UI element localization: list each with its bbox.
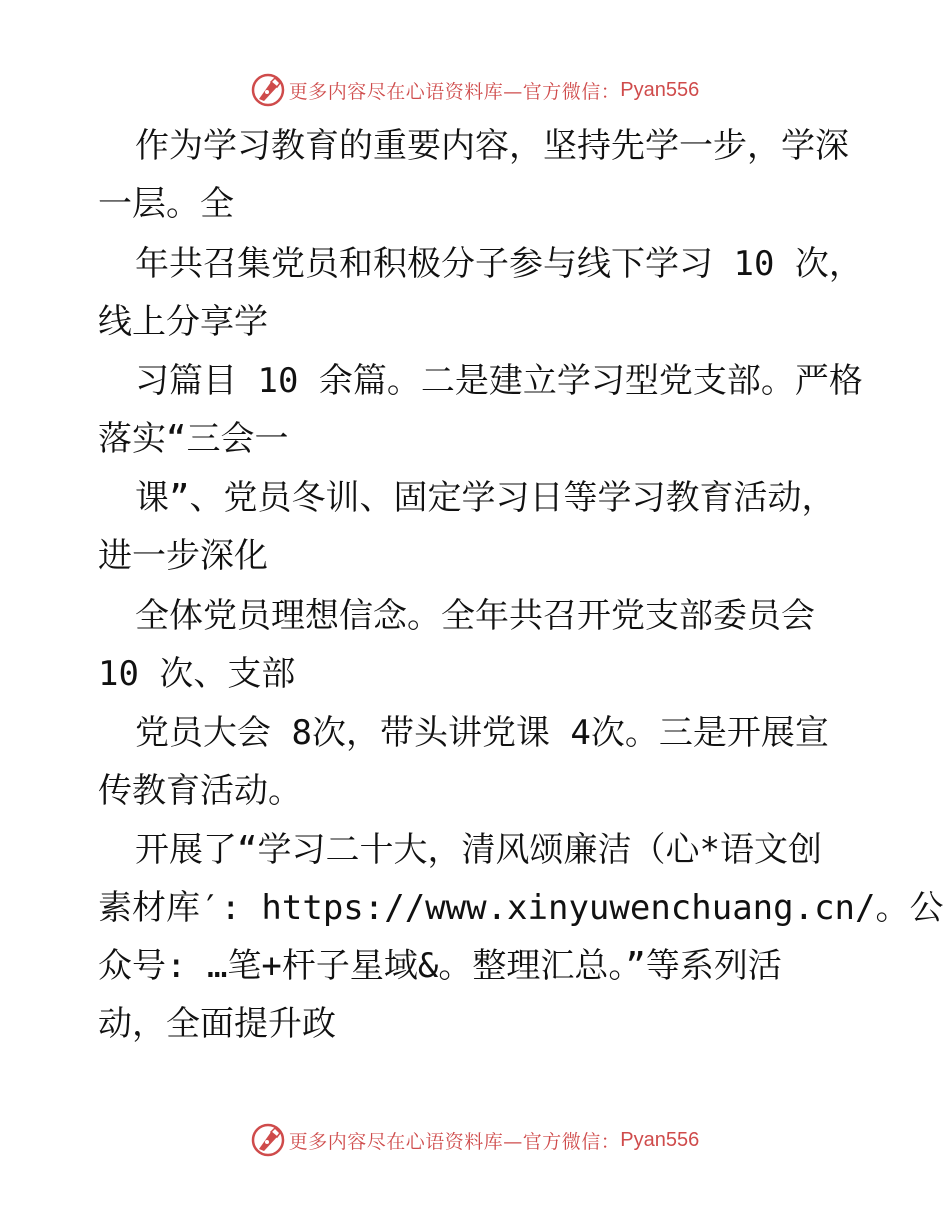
text-line: 动，全面提升政 [98,1004,336,1044]
text-line: 年共召集党员和积极分子参与线下学习 10 次， [135,244,863,284]
footer-wechat-handle: Pyan556 [620,1128,700,1151]
text-line: 线上分享学 [98,302,268,342]
text-line: 课”、党员冬训、固定学习日等学习教育活动， [135,478,836,518]
text-line: 素材库′: https://www.xinyuwenchuang.cn/。公 [98,888,944,928]
header-wechat-handle: Pyan556 [620,78,700,101]
text-line: 落实“三会一 [98,419,289,459]
header-banner-text: 更多内容尽在心语资料库—官方微信： [288,80,621,103]
footer-banner-text: 更多内容尽在心语资料库—官方微信： [288,1130,621,1153]
text-line: 习篇目 10 余篇。二是建立学习型党支部。严格 [135,361,863,401]
text-line: 开展了“学习二十大，清风颂廉洁（心*语文创 [135,830,822,870]
text-line: 全体党员理想信念。全年共召开党支部委员会 [135,596,815,636]
text-line: 党员大会 8次，带头讲党课 4次。三是开展宣 [135,713,829,753]
text-line: 众号: …笔+杆子星域&。整理汇总。”等系列活 [98,946,782,986]
text-line: 作为学习教育的重要内容，坚持先学一步，学深 [135,126,849,166]
text-line: 一层。全 [98,184,234,224]
text-line: 进一步深化 [98,536,268,576]
footer-banner [0,1120,950,1160]
text-line: 传教育活动。 [98,771,302,811]
pen-nib-logo-icon [251,1123,285,1157]
text-line: 10 次、支部 [98,654,296,694]
